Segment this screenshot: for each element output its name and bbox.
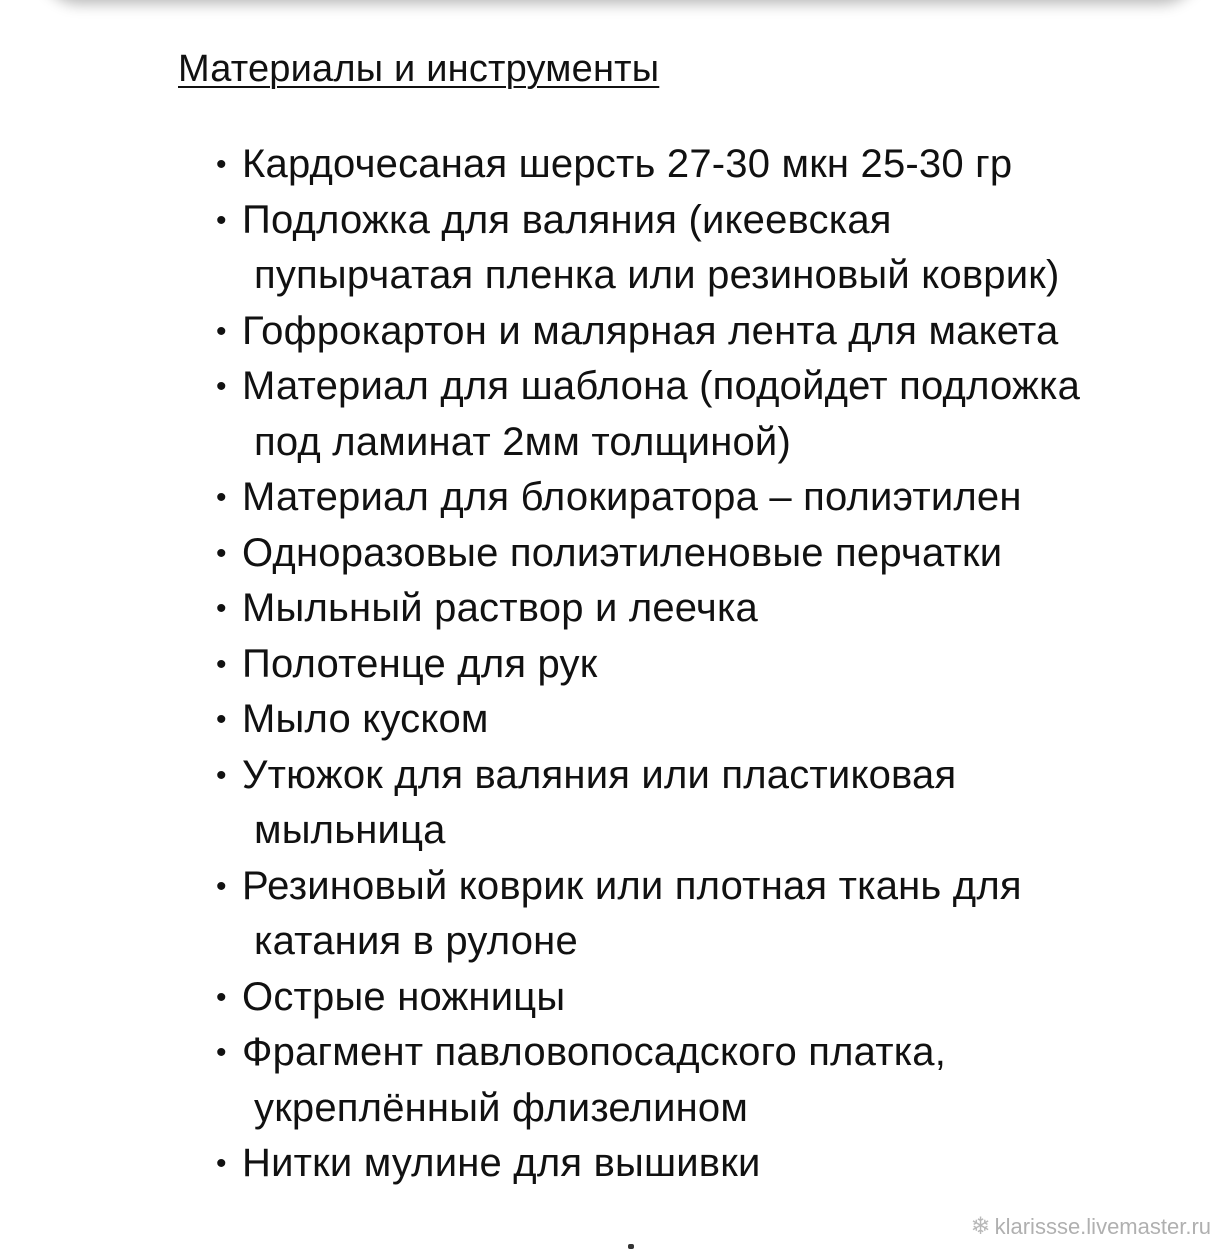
watermark-text: klarissse.livemaster.ru xyxy=(994,1214,1211,1239)
list-item-text: Мыло куском xyxy=(242,697,489,741)
list-item-text: Гофрокартон и малярная лента для макета xyxy=(242,308,1059,353)
list-item-text: Кардочесаная шерсть 27-30 мкн 25-30 гр xyxy=(242,142,1013,186)
page-fragment-mark xyxy=(628,1244,634,1249)
list-item-text: под ламинат 2мм толщиной) xyxy=(254,419,791,464)
bullet-icon: • xyxy=(216,869,227,903)
bullet-icon: • xyxy=(216,592,227,625)
list-item-text: пупырчатая пленка или резиновый коврик) xyxy=(254,253,1060,297)
list-item-text: катания в рулоне xyxy=(254,919,578,963)
list-item-text: мыльница xyxy=(254,808,446,852)
page-title: Материалы и инструменты xyxy=(178,48,660,90)
list-item-text: Фрагмент павловопосадского платка, xyxy=(242,1030,947,1074)
list-item-text: Одноразовые полиэтиленовые перчатки xyxy=(242,530,1003,575)
list-item-text: Полотенце для рук xyxy=(242,641,598,686)
list-item xyxy=(216,970,1176,1026)
list-item-text: Мыльный раствор и леечка xyxy=(242,586,758,630)
list-item xyxy=(216,1136,1176,1192)
list-item xyxy=(216,748,1176,859)
watermark xyxy=(971,1212,1212,1241)
list-item xyxy=(216,637,1176,693)
bullet-icon: • xyxy=(216,1147,227,1180)
bullet-icon: • xyxy=(216,703,227,736)
list-item-text: Резиновый коврик или плотная ткань для xyxy=(242,863,1022,908)
bullet-icon: • xyxy=(216,370,227,403)
bullet-icon: • xyxy=(216,536,227,570)
list-item xyxy=(216,859,1176,970)
bullet-icon: • xyxy=(216,758,227,792)
list-item-text: Материал для блокиратора – полиэтилен xyxy=(242,475,1022,519)
bullet-icon: • xyxy=(216,647,227,681)
list-item xyxy=(216,1025,1176,1136)
list-item-text: Материал для шаблона (подойдет подложка xyxy=(242,364,1081,408)
list-item xyxy=(216,137,1176,193)
list-item-text: Утюжок для валяния или пластиковая xyxy=(242,752,957,797)
list-item xyxy=(216,193,1176,304)
snowflake-icon: ❄ xyxy=(970,1213,991,1240)
bullet-icon: • xyxy=(216,481,227,514)
bullet-icon: • xyxy=(216,148,227,181)
list-item-text: укреплённый флизелином xyxy=(254,1085,749,1130)
list-item xyxy=(216,526,1176,582)
list-item-text: Подложка для валяния (икеевская xyxy=(242,197,892,242)
bullet-icon: • xyxy=(216,314,227,348)
materials-list xyxy=(216,137,1176,1192)
list-item xyxy=(216,470,1176,526)
list-item xyxy=(216,581,1176,637)
list-item xyxy=(216,304,1176,360)
list-item-text: Острые ножницы xyxy=(242,974,566,1019)
bullet-icon: • xyxy=(216,203,227,237)
list-item xyxy=(216,359,1176,470)
list-item-text: Нитки мулине для вышивки xyxy=(242,1141,761,1185)
list-item xyxy=(216,692,1176,748)
bullet-icon: • xyxy=(216,980,227,1014)
bullet-icon: • xyxy=(216,1036,227,1069)
